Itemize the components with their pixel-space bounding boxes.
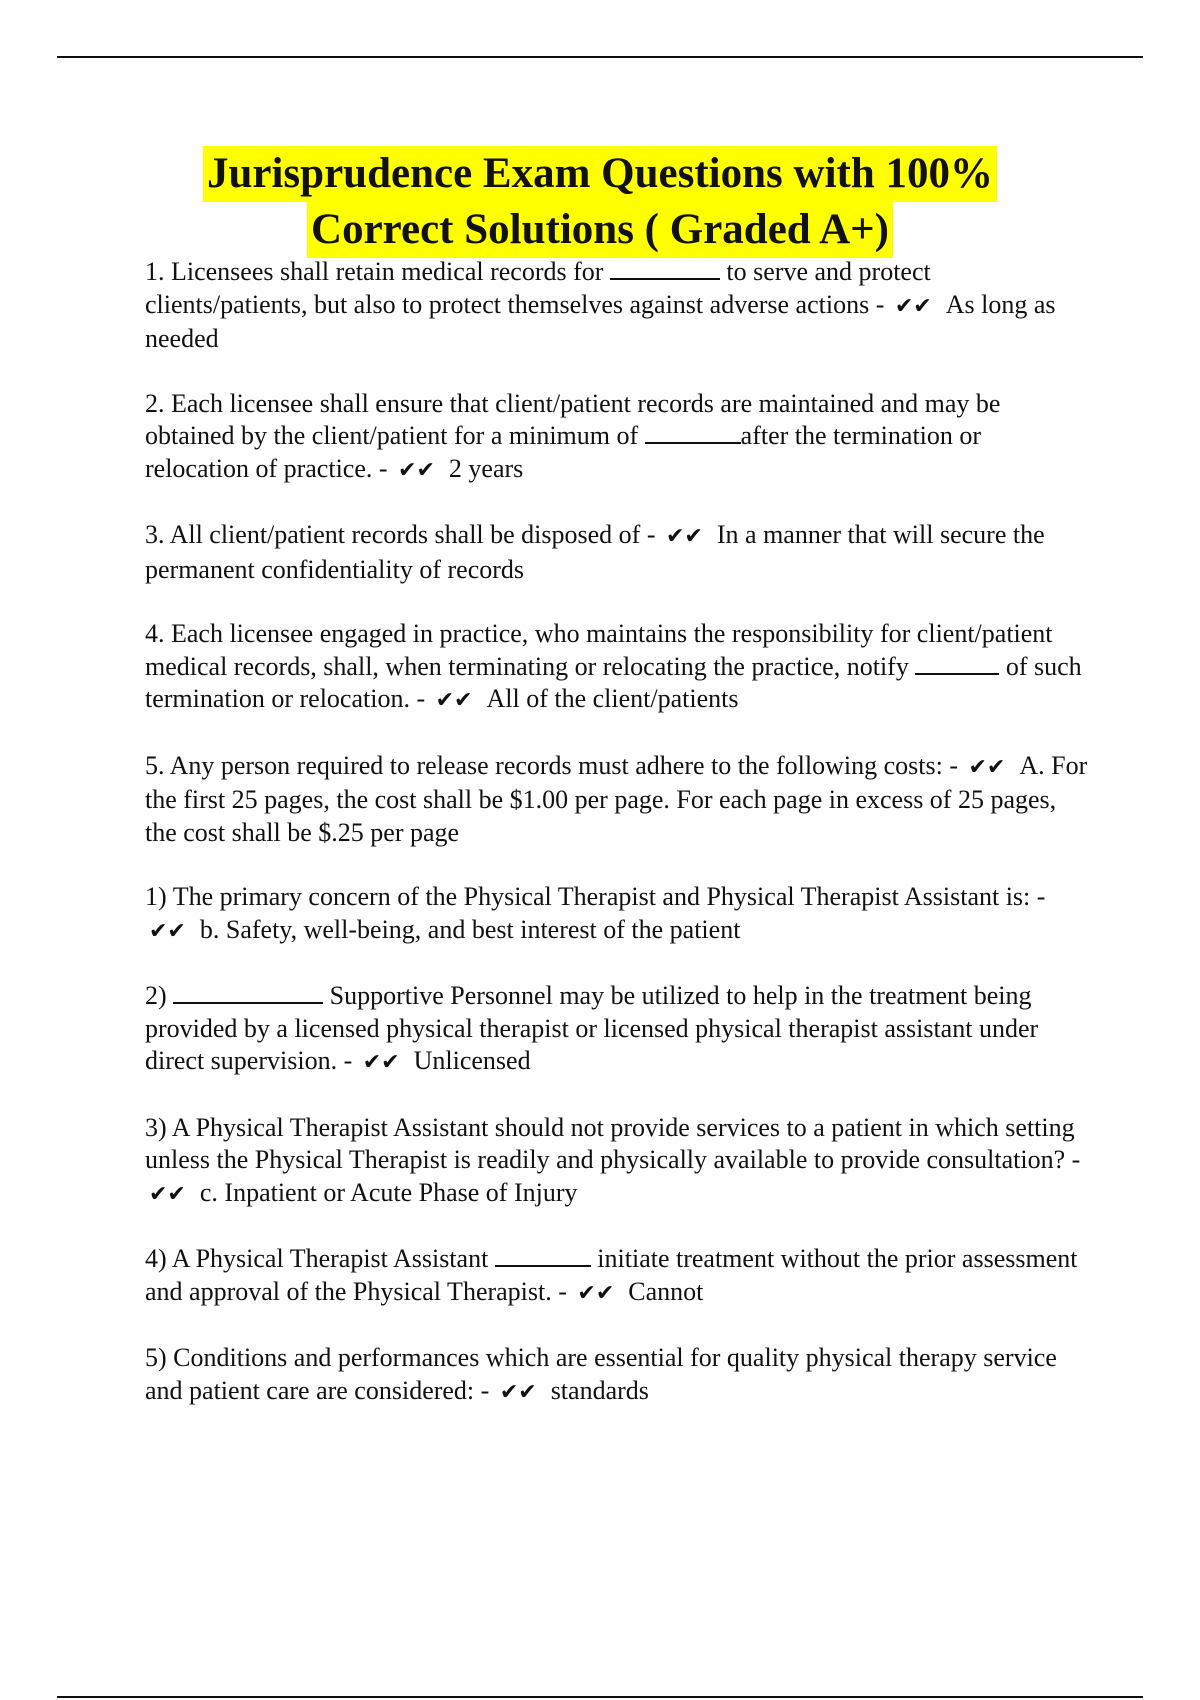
answer-blank bbox=[610, 258, 720, 280]
check-mark-icon: ✔✔ bbox=[894, 293, 932, 319]
qa-item bbox=[145, 881, 1090, 948]
question-text: 2) bbox=[145, 981, 167, 1010]
title-line-1: Jurisprudence Exam Questions with 100% bbox=[203, 146, 997, 202]
check-mark-icon: ✔✔ bbox=[435, 688, 473, 713]
document-title bbox=[0, 146, 1200, 258]
question-text: 5. Any person required to release records must adhere to the following costs: - bbox=[145, 750, 958, 780]
answer-text: A. For the first 25 pages, the cost shall be $1.00 per page. For each page in excess of 25 pages, the cost shall be $.25 per page bbox=[145, 750, 1088, 847]
answer-text: standards bbox=[550, 1375, 649, 1405]
qa-item bbox=[145, 1243, 1090, 1310]
question-text: to serve and protect clients/patients, but also to protect themselves against adverse actions - bbox=[145, 257, 931, 319]
question-text: 5) Conditions and performances which are essential for quality physical therapy service and patient care are considered: - bbox=[145, 1343, 1057, 1405]
qa-item bbox=[145, 256, 1090, 356]
qa-item bbox=[145, 618, 1090, 718]
answer-text: In a manner that will secure the permanent confidentiality of records bbox=[145, 520, 1045, 584]
answer-text: 2 years bbox=[448, 453, 524, 483]
question-text: 4. Each licensee engaged in practice, who maintains the responsibility for client/patient medical records, shall, when terminating or relocating the practice, notify bbox=[145, 619, 1053, 681]
question-text: initiate treatment without the prior assessment and approval of the Physical Therapist. - bbox=[145, 1244, 1078, 1306]
check-mark-icon: ✔✔ bbox=[362, 1050, 400, 1075]
check-mark-icon: ✔✔ bbox=[149, 918, 186, 944]
answer-blank bbox=[495, 1245, 591, 1267]
question-text: 1. Licensees shall retain medical records for bbox=[145, 257, 604, 286]
check-mark-icon: ✔✔ bbox=[499, 1379, 537, 1405]
qa-list bbox=[145, 256, 1090, 1441]
question-text: 3. All client/patient records shall be disposed of - bbox=[145, 520, 656, 549]
question-text: after the termination or relocation of practice. - bbox=[145, 421, 982, 483]
qa-item bbox=[145, 980, 1090, 1080]
question-text: of such termination or relocation. - bbox=[145, 651, 1082, 713]
answer-blank bbox=[173, 982, 323, 1004]
top-rule bbox=[57, 56, 1143, 58]
answer-text: b. Safety, well-being, and best interest of the patient bbox=[199, 914, 741, 944]
check-mark-icon: ✔✔ bbox=[666, 524, 703, 549]
answer-text: Cannot bbox=[628, 1276, 704, 1306]
check-mark-icon: ✔✔ bbox=[968, 754, 1006, 780]
question-text: Supportive Personnel may be utilized to help in the treatment being provided by a licensed physical therapist or licensed physical therapist assistant under direct supervision. - bbox=[145, 981, 1039, 1075]
question-text: 2. Each licensee shall ensure that client/patient records are maintained and may be obtained by the client/patient for a minimum of bbox=[145, 388, 1001, 450]
qa-item bbox=[145, 519, 1090, 586]
answer-text: c. Inpatient or Acute Phase of Injury bbox=[199, 1177, 578, 1207]
question-text: 3) A Physical Therapist Assistant should not provide services to a patient in which setting unless the Physical Therapist is readily and physically available to provide consultation? - bbox=[145, 1112, 1081, 1174]
title-line-2: Correct Solutions ( Graded A+) bbox=[307, 202, 893, 258]
answer-text: As long as needed bbox=[145, 289, 1056, 353]
check-mark-icon: ✔✔ bbox=[398, 457, 435, 483]
answer-blank bbox=[645, 422, 741, 444]
answer-text: All of the client/patients bbox=[486, 684, 739, 713]
qa-item bbox=[145, 750, 1090, 850]
qa-item bbox=[145, 1112, 1090, 1212]
qa-item bbox=[145, 388, 1090, 488]
answer-text: Unlicensed bbox=[413, 1046, 531, 1075]
check-mark-icon: ✔✔ bbox=[577, 1280, 615, 1306]
question-text: 1) The primary concern of the Physical Therapist and Physical Therapist Assistant is: - bbox=[145, 882, 1046, 911]
question-text: 4) A Physical Therapist Assistant bbox=[145, 1244, 489, 1273]
check-mark-icon: ✔✔ bbox=[149, 1181, 186, 1207]
answer-blank bbox=[915, 653, 999, 675]
qa-item bbox=[145, 1342, 1090, 1409]
bottom-rule bbox=[57, 1696, 1143, 1698]
